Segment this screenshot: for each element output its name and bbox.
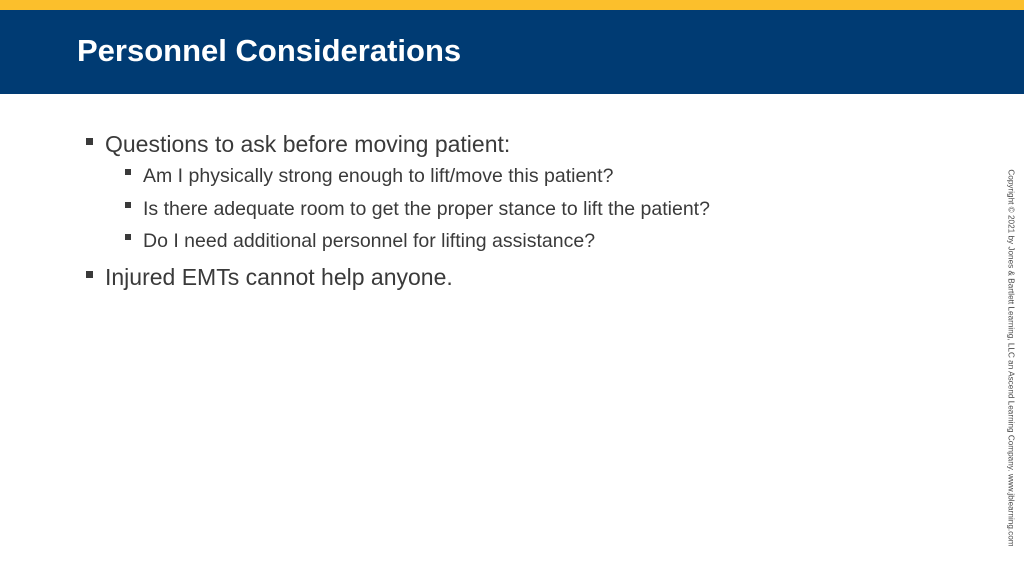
sub-bullet-text: Am I physically strong enough to lift/move this patient? <box>143 165 614 187</box>
bullet-square-icon <box>125 169 131 175</box>
bullet-item <box>86 261 966 293</box>
sub-bullet-text: Do I need additional personnel for lifting assistance? <box>143 230 596 252</box>
top-accent-bar <box>0 0 1024 10</box>
bullet-text: Injured EMTs cannot help anyone. <box>105 263 453 290</box>
bullet-square-icon <box>125 234 131 240</box>
bullet-square-icon <box>86 271 93 278</box>
sub-bullet-item <box>125 193 966 226</box>
sub-bullet-item <box>125 225 966 258</box>
bullet-item <box>86 128 966 160</box>
sub-bullet-item <box>125 160 966 193</box>
bullet-square-icon <box>125 202 131 208</box>
bullet-list <box>86 128 966 293</box>
bullet-square-icon <box>86 138 93 145</box>
copyright-notice: Copyright © 2021 by Jones & Bartlett Learning, LLC an Ascend Learning Company. www.jblearning.com <box>1006 169 1016 547</box>
sub-bullet-text: Is there adequate room to get the proper stance to lift the patient? <box>143 197 710 220</box>
bullet-text: Questions to ask before moving patient: <box>105 131 511 157</box>
slide-title: Personnel Considerations <box>77 33 462 68</box>
